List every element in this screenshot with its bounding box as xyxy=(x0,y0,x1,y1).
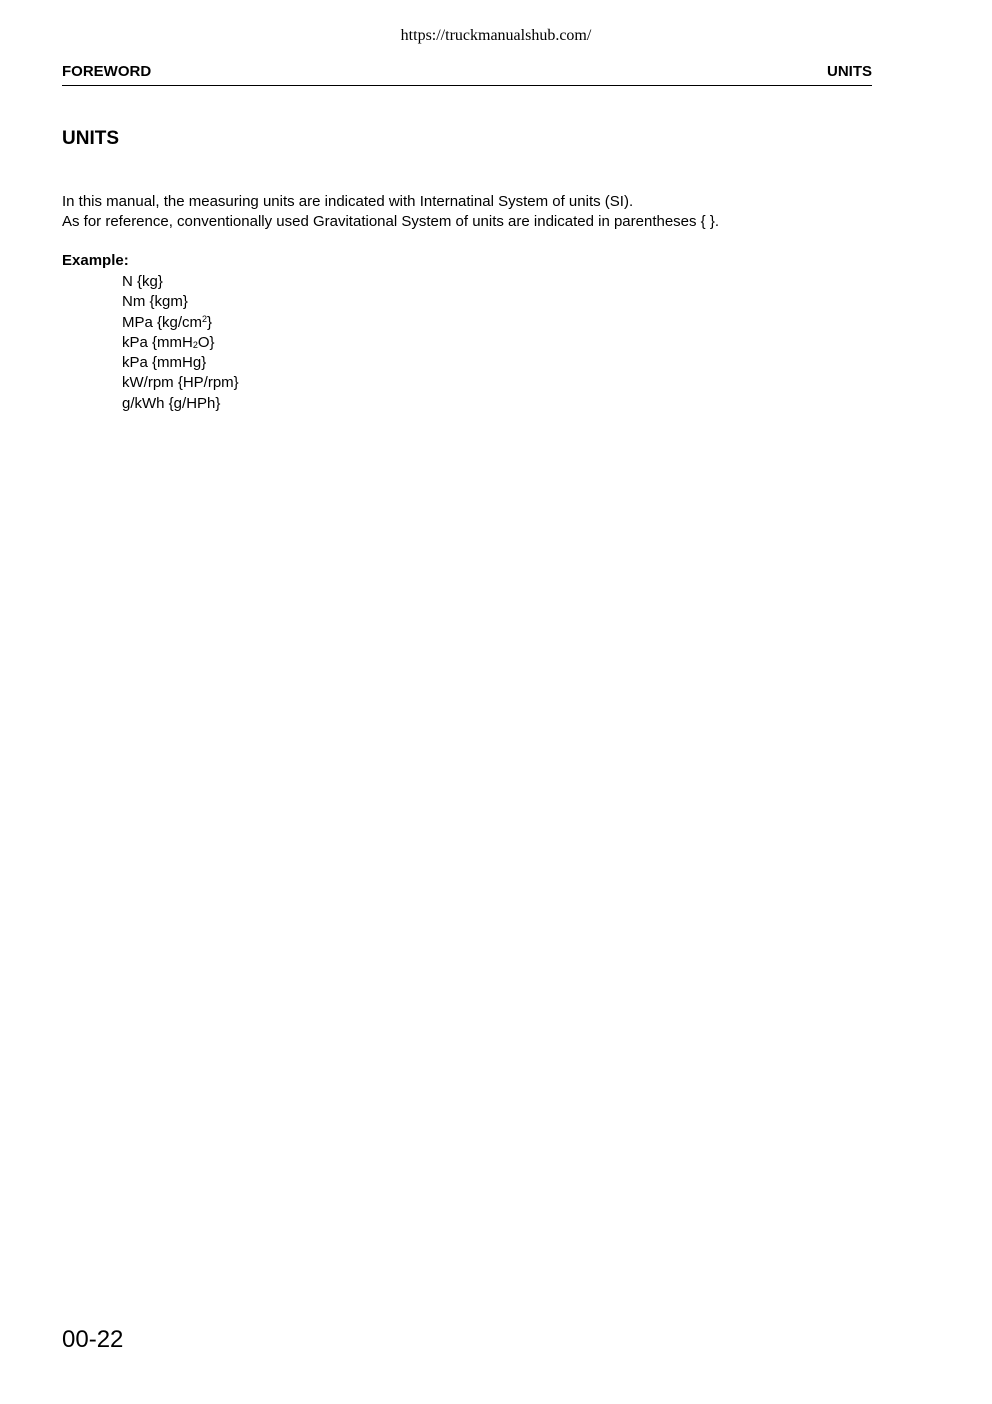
unit-item: g/kWh {g/HPh} xyxy=(122,394,221,412)
unit-item: Nm {kgm} xyxy=(122,293,188,311)
header-section-label: FOREWORD xyxy=(62,63,152,80)
page-title: UNITS xyxy=(62,128,119,149)
page-number: 00-22 xyxy=(62,1326,124,1353)
source-url: https://truckmanualshub.com/ xyxy=(400,27,592,44)
unit-item: kPa {mmH$_2$O} xyxy=(122,333,215,351)
unit-item: MPa $\{kg/cm^2\}$ xyxy=(122,313,213,331)
running-header xyxy=(62,63,872,86)
unit-item: kW/rpm {HP/rpm} xyxy=(122,374,239,392)
unit-item: N {kg} xyxy=(122,273,163,290)
intro-line-si: In this manual, the measuring units are indicated with Internatinal System of units (SI). xyxy=(62,193,634,210)
unit-item: kPa {mmHg} xyxy=(122,354,207,372)
header-topic-label: UNITS xyxy=(827,63,872,80)
example-label: Example: xyxy=(62,252,129,269)
example-unit-list xyxy=(122,272,239,414)
intro-line-gravitational: As for reference, conventionally used Gravitational System of units are indicated in parentheses { }. xyxy=(62,213,720,230)
intro-text xyxy=(62,192,882,232)
